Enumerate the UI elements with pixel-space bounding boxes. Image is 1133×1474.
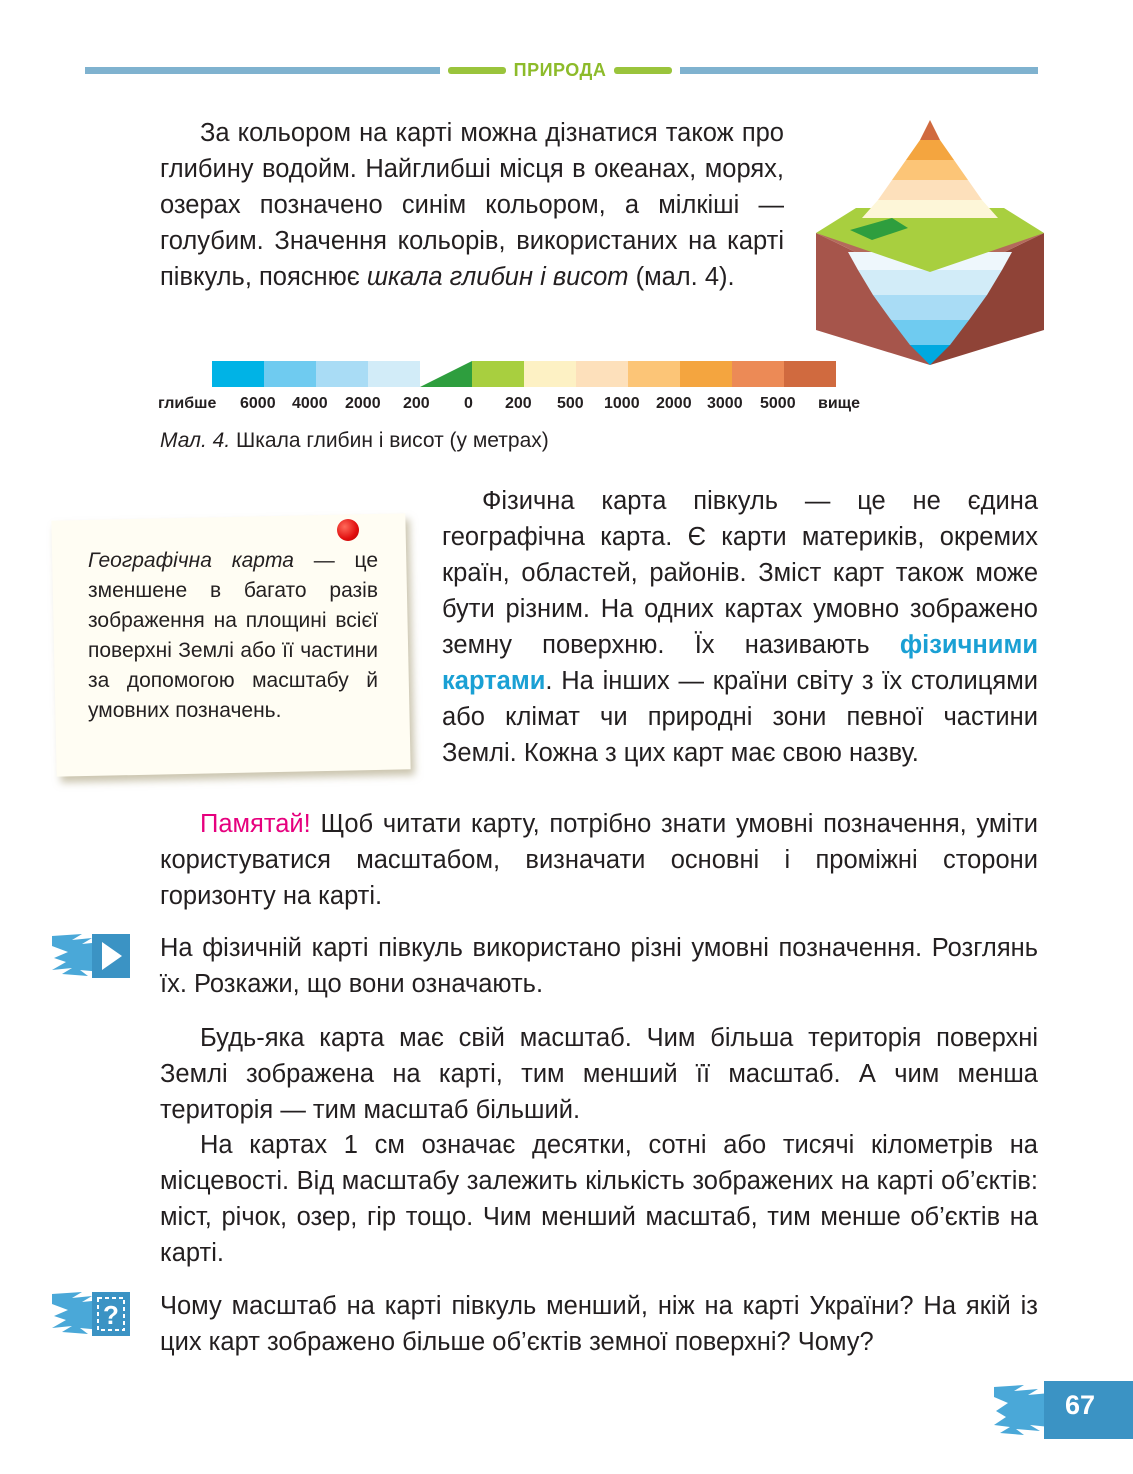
paragraph-map-types <box>442 483 1038 771</box>
scale-cell-high-3 <box>576 361 628 387</box>
scale-label-higher: вище <box>818 395 861 412</box>
question-paragraph: Чому масштаб на карті півкуль менший, ніж на карті України? На якій із цих карт зображено більше об’єктів земної поверхні? Чому? <box>160 1292 1038 1356</box>
definition-note-text <box>88 546 378 726</box>
remember-paragraph <box>160 806 1038 914</box>
paragraph-scale-objects <box>160 1127 1038 1271</box>
scale-cell-deep-3 <box>316 361 368 387</box>
question-mark-glyph: ? <box>103 1300 119 1330</box>
scale-label-deeper: глибше <box>158 395 217 412</box>
scale-cell-high-6 <box>732 361 784 387</box>
paragraph1-text-b: (мал. 4). <box>628 263 735 291</box>
scale-label-1000: 1000 <box>604 395 640 412</box>
scale-cell-deep-4 <box>368 361 420 387</box>
scale-label-4000: 4000 <box>292 395 328 412</box>
paragraph4-text: На картах 1 см означає десятки, сотні або тисячі кілометрів на місцевості. Від масштабу залежить кількість зображених на карті об’єктів: міст, річок, озер, гір тощо. Чим менший масштаб, тим менше об’єктів на карті. <box>160 1131 1038 1267</box>
scale-cell-high-2 <box>524 361 576 387</box>
scale-label-500: 500 <box>557 395 584 412</box>
definition-term: Географічна карта <box>88 549 294 572</box>
caption-figure-number: Мал. 4. <box>160 429 231 452</box>
scale-cell-high-7 <box>784 361 836 387</box>
scale-label-3000: 3000 <box>707 395 743 412</box>
paragraph1-italic: шкала глибин і висот <box>366 263 629 291</box>
left-brush-stroke <box>448 67 506 74</box>
scale-cell-deep-2 <box>264 361 316 387</box>
scale-cell-lowland <box>420 361 472 387</box>
relief-depth-illustration <box>812 110 1048 365</box>
task-play-icon <box>52 932 132 980</box>
paragraph2-text-a: Фізична карта півкуль — це не єдина географічна карта. Є карти материків, окремих країн, областей, районів. Зміст карт також може бути різним. На одних картах умовно зображено земну поверхню. Їх називають <box>442 487 1038 659</box>
remember-text: Щоб читати карту, потрібно знати умовні позначення, уміти користуватися масштабом, визначати основні і проміжні сторони горизонту на карті. <box>160 810 1038 910</box>
depth-height-scale <box>212 361 836 387</box>
right-brush-stroke <box>614 67 672 74</box>
paragraph1-text-a: За кольором на карті можна дізнатися також про глибину водойм. Найглибші місця в океанах, морях, озерах позначено синім кольором, а мілкіші — голубим. Значення кольорів, використаних на карті півкуль, пояснює <box>160 119 784 291</box>
scale-cell-deep-1 <box>212 361 264 387</box>
question-icon <box>52 1290 132 1338</box>
figure-caption <box>160 429 549 453</box>
remember-label: Памятай! <box>200 810 311 838</box>
caption-text: Шкала глибин і висот (у метрах) <box>230 429 549 452</box>
section-title: ПРИРОДА <box>513 59 607 80</box>
scale-label-6000: 6000 <box>240 395 276 412</box>
scale-label-200-depth: 200 <box>403 395 430 412</box>
scale-cell-high-4 <box>628 361 680 387</box>
paragraph-depth-colors <box>160 115 784 295</box>
physical-maps-term: фізичними картами <box>442 631 1038 695</box>
scale-label-5000: 5000 <box>760 395 796 412</box>
paragraph-scale <box>160 1020 1038 1128</box>
scale-label-2000-depth: 2000 <box>345 395 381 412</box>
scale-label-2000: 2000 <box>656 395 692 412</box>
page-number: 67 <box>1064 1390 1096 1420</box>
paragraph3-text: Будь-яка карта має свій масштаб. Чим більша територія поверхні Землі зображена на карті, тим менший її масштаб. А чим менша територія — тим масштаб більший. <box>160 1024 1038 1124</box>
scale-cell-high-1 <box>472 361 524 387</box>
definition-body: — це зменшене в багато разів зображення на площині всієї поверхні Землі або її частини за допомогою масштабу й умовних позначень. <box>88 549 379 722</box>
scale-label-200: 200 <box>505 395 532 412</box>
scale-cell-high-5 <box>680 361 732 387</box>
task-paragraph: На фізичній карті півкуль використано різні умовні позначення. Розглянь їх. Розкажи, що вони означають. <box>160 934 1038 998</box>
pin-icon <box>337 519 359 541</box>
paragraph2-text-b: . На інших — країни світу з їх столицями або клімат чи природні зони певної частини Землі. Кожна з цих карт має свою назву. <box>442 667 1038 767</box>
header-section-tag <box>440 58 680 82</box>
scale-label-0: 0 <box>464 395 473 412</box>
